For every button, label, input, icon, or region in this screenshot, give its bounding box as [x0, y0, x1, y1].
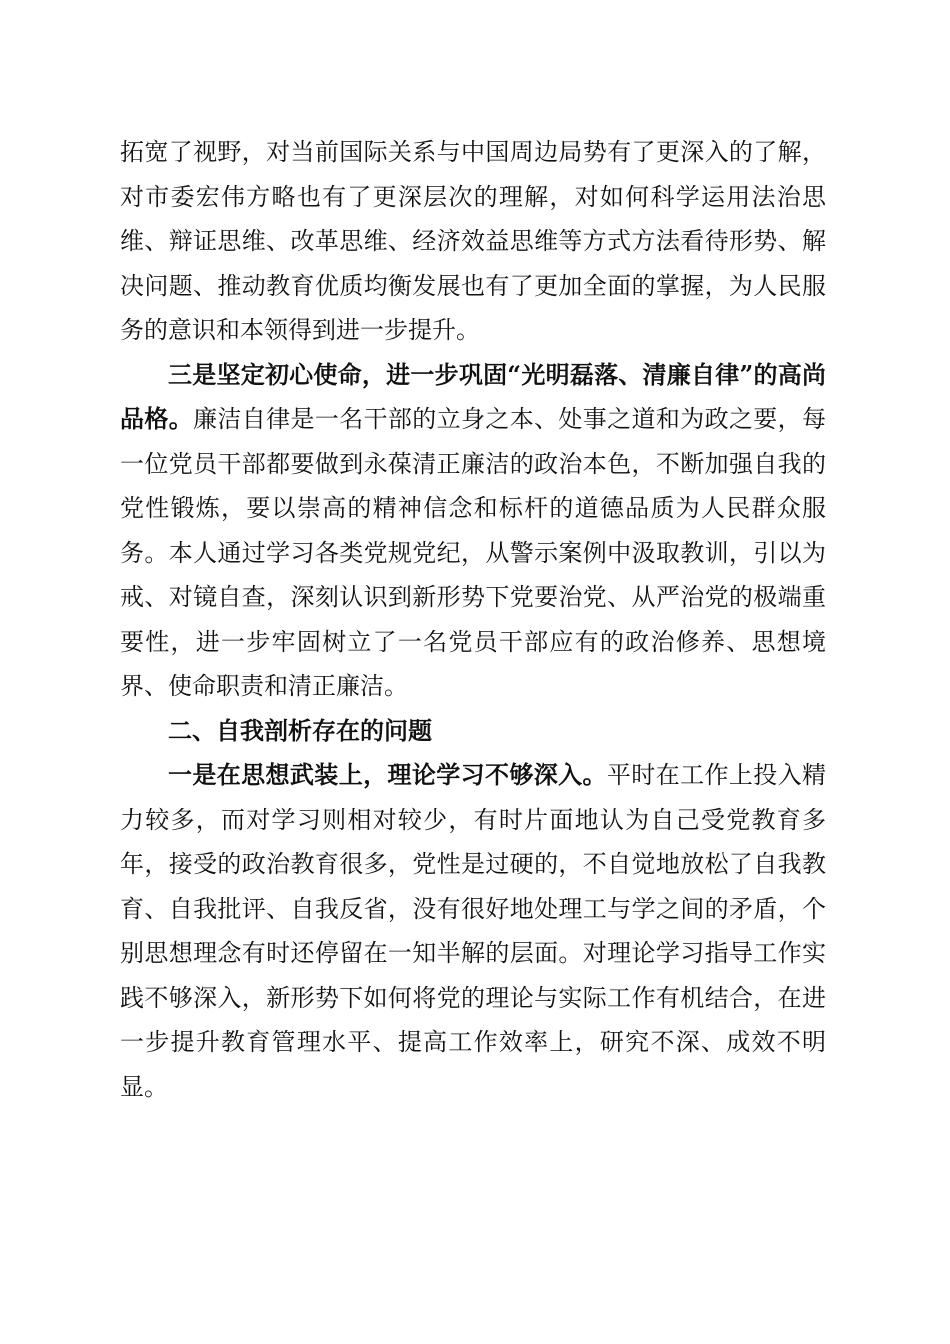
- paragraph-continued: [120, 130, 826, 353]
- section-heading: 二、自我剖析存在的问题: [168, 716, 432, 745]
- paragraph-text: 廉洁自律是一名干部的立身之本、处事之道和为政之要，每一位党员干部都要做到永葆清正廉洁的政治本色，不断加强自我的党性锻炼，要以崇高的精神信念和标杆的道德品质为人民群众服务。本人通过学习各类党规党纪，从警示案例中汲取教训，引以为戒、对镜自查，深刻认识到新形势下党要治党、从严治党的极端重要性，进一步牢固树立了一名党员干部应有的政治修养、思想境界、使命职责和清正廉洁。: [120, 405, 827, 700]
- paragraph-text: 平时在工作上投入精力较多，而对学习则相对较少，有时片面地认为自己受党教育多年，接受的政治教育很多，党性是过硬的，不自觉地放松了自我教育、自我批评、自我反省，没有很好地处理工与学之间的矛盾，个别思想理念有时还停留在一知半解的层面。对理论学习指导工作实践不够深入，新形势下如何将党的理论与实际工作有机结合，在进一步提升教育管理水平、提高工作效率上，研究不深、成效不明显。: [120, 761, 826, 1101]
- paragraph-text: 拓宽了视野，对当前国际关系与中国周边局势有了更深入的了解，对市委宏伟方略也有了更深层次的理解，对如何科学运用法治思维、辩证思维、改革思维、经济效益思维等方式方法看待形势、解决问题、推动教育优质均衡发展也有了更加全面的掌握，为人民服务的意识和本领得到进一步提升。: [120, 138, 826, 344]
- paragraph-point-three: [120, 353, 826, 709]
- document-page: [120, 130, 826, 1109]
- paragraph-point-one: [120, 753, 826, 1109]
- paragraph-lead: 三是坚定初心使命，进一步巩固“光明磊落、清廉自律”的高尚品格。: [120, 359, 826, 433]
- paragraph-lead: 一是在思想武装上，理论学习不够深入。: [168, 760, 607, 789]
